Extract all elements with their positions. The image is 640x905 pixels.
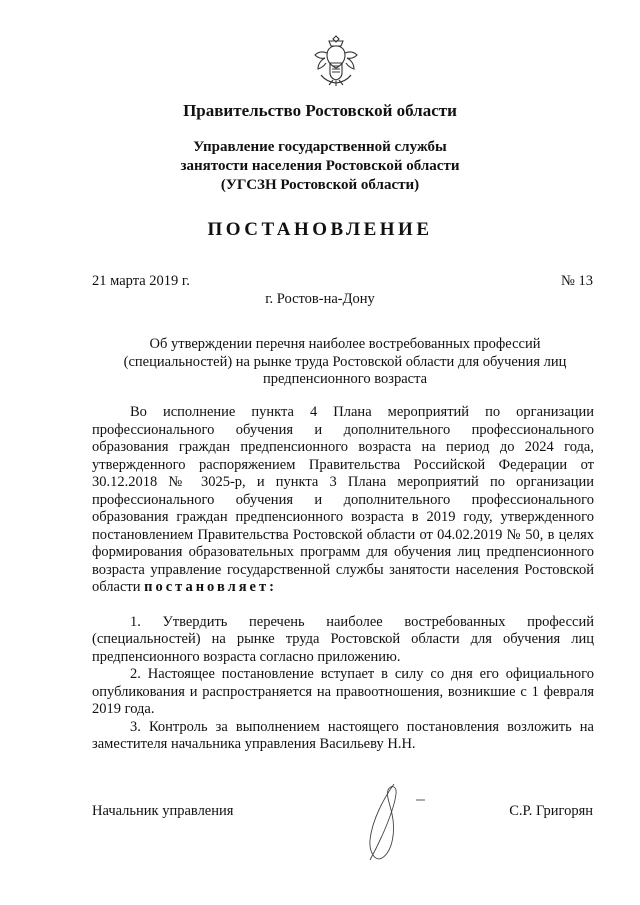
document-body (92, 404, 594, 754)
document-number: № 13 (561, 273, 593, 289)
preamble-text: Во исполнение пункта 4 Плана мероприятий по организации профессионального обучения и дополнительного профессионального образования граждан предпенсионного возраста на период до 2024 года, утвержденного распоряжением Правительства Российской Федерации от 30.12.2018 № 3025-р, и пункта 3 Плана мероприятий по организации профессионального обучения и дополнительного профессионального образования граждан предпенсионного возраста в 2019 году, утвержденного постановлением Правительства Ростовской области от 04.02.2019 № 50, в целях формирования образовательных программ для обучения лиц предпенсионного возраста управление государственной службы занятости населения Ростовской области (92, 404, 594, 595)
subject-line: (специальностей) на рынке труда Ростовской области для обучения лиц (123, 353, 567, 370)
signatory-name: С.Р. Григорян (509, 803, 593, 819)
handwritten-signature (358, 772, 440, 872)
department-line: Управление государственной службы (193, 139, 447, 155)
preamble-paragraph (92, 404, 594, 597)
department-name (0, 138, 640, 195)
resolution-item-2: 2. Настоящее постановление вступает в силу со дня его официального опубликования и распространяется на правоотношения, возникшие с 1 февраля 2019 года. (92, 666, 594, 717)
coat-of-arms-icon (313, 33, 359, 87)
government-name: Правительство Ростовской области (183, 101, 457, 120)
resolution-item-1: 1. Утвердить перечень наиболее востребованных профессий (специальностей) на рынке труда Ростовской области для обучения лиц предпенсионного возраста согласно приложению. (92, 613, 594, 665)
document-date: 21 марта 2019 г. (92, 273, 190, 289)
document-city: г. Ростов-на-Дону (265, 291, 375, 307)
department-line: занятости населения Ростовской области (180, 158, 460, 174)
subject-line: Об утверждении перечня наиболее востребованных профессий (149, 336, 541, 352)
document-type: ПОСТАНОВЛЕНИЕ (207, 219, 433, 240)
resolution-item-3: 3. Контроль за выполнением настоящего постановления возложить на заместителя начальника управления Васильеву Н.Н. (92, 718, 594, 752)
decree-word: постановляет: (144, 579, 277, 595)
subject-line: предпенсионного возраста (262, 371, 428, 387)
department-line: (УГСЗН Ростовской области) (220, 177, 420, 193)
document-subject (80, 336, 610, 389)
signatory-position: Начальник управления (92, 803, 234, 819)
